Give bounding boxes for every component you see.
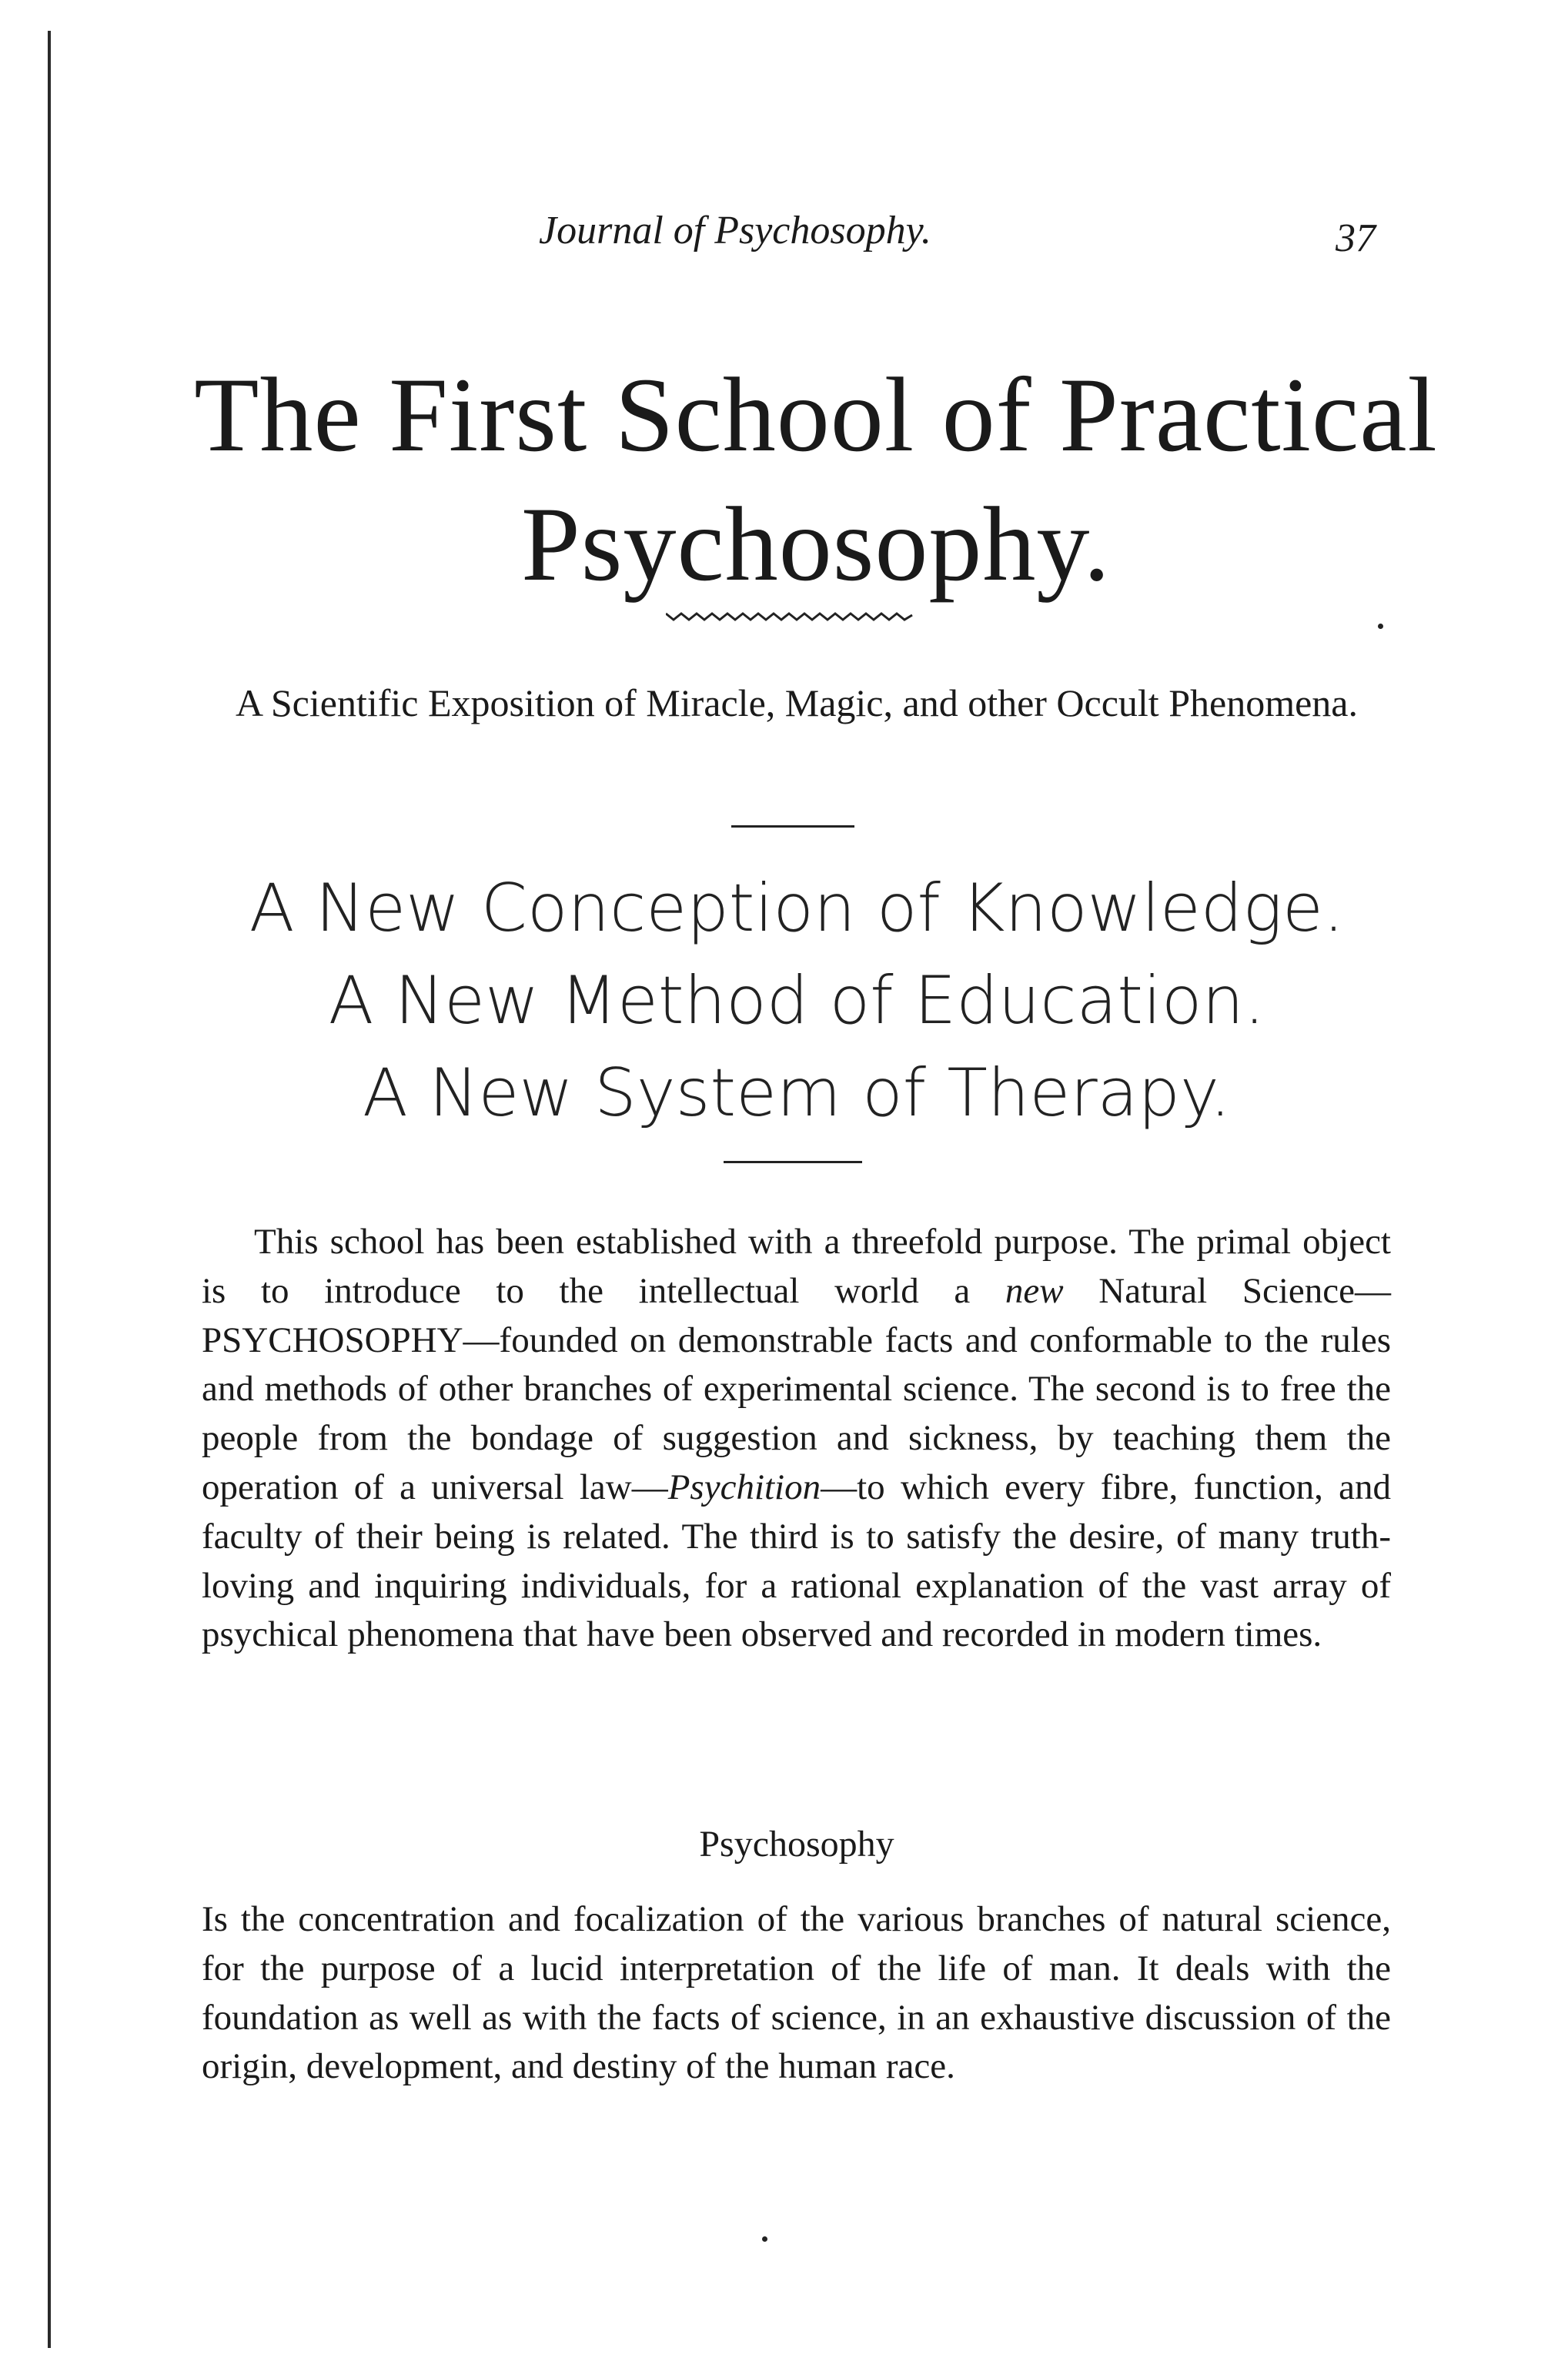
section-heading: Psychosophy <box>699 1824 894 1865</box>
ornamental-wave-rule <box>666 604 935 627</box>
title-line-2: Psychosophy. <box>521 485 1111 603</box>
title-line-1: The First School of Practical <box>194 356 1438 473</box>
paragraph-purpose-part1: This school has been established with a threefold purpose. The primal object is to introduce to the intellectual world a <box>202 1222 1391 1311</box>
short-rule-2 <box>724 1161 862 1163</box>
paragraph-purpose-part3: —to which every fibre, function, and faculty of their being is related. The third is to satisfy the desire, of many truth-loving and inquiring individuals, for a rational explanation of the vast array of psychical phenomena that have been observed and recorded in modern times. <box>202 1467 1391 1655</box>
running-head <box>0 208 1568 269</box>
journal-title: Journal of Psychosophy. <box>539 209 931 253</box>
scan-margin-line <box>48 31 51 2348</box>
subtitle: A Scientific Exposition of Miracle, Magic, and other Occult Phenomena. <box>236 681 1358 724</box>
article-title <box>192 350 1439 609</box>
stray-mark-bottom <box>762 2236 767 2242</box>
heading-education: A New Method of Education. <box>328 962 1265 1039</box>
paragraph-purpose <box>202 1218 1391 1660</box>
emphasis-new: new <box>1005 1270 1064 1311</box>
feature-headings <box>192 862 1401 1139</box>
emphasis-psychition: Psychition <box>667 1467 821 1507</box>
paragraph-purpose-part2: Natural Science—PSYCHOSOPHY—founded on demonstrable facts and conformable to the rules and methods of other branches of experimental science. The second is to free the people from the bondage of suggestion and sickness, by teaching them the operation of a universal law— <box>202 1270 1391 1507</box>
paragraph-definition: Is the concentration and focalization of the various branches of natural science, for the purpose of a lucid interpretation of the life of man. It deals with the foundation as well as with the facts of science, in an exhaustive discussion of the origin, development, and destiny of the human race. <box>202 1899 1391 2087</box>
short-rule-1 <box>731 825 854 828</box>
heading-knowledge: A New Conception of Knowledge. <box>249 870 1345 947</box>
heading-therapy: A New System of Therapy. <box>363 1055 1231 1132</box>
stray-mark <box>1378 624 1383 629</box>
page-number: 37 <box>1336 216 1376 260</box>
